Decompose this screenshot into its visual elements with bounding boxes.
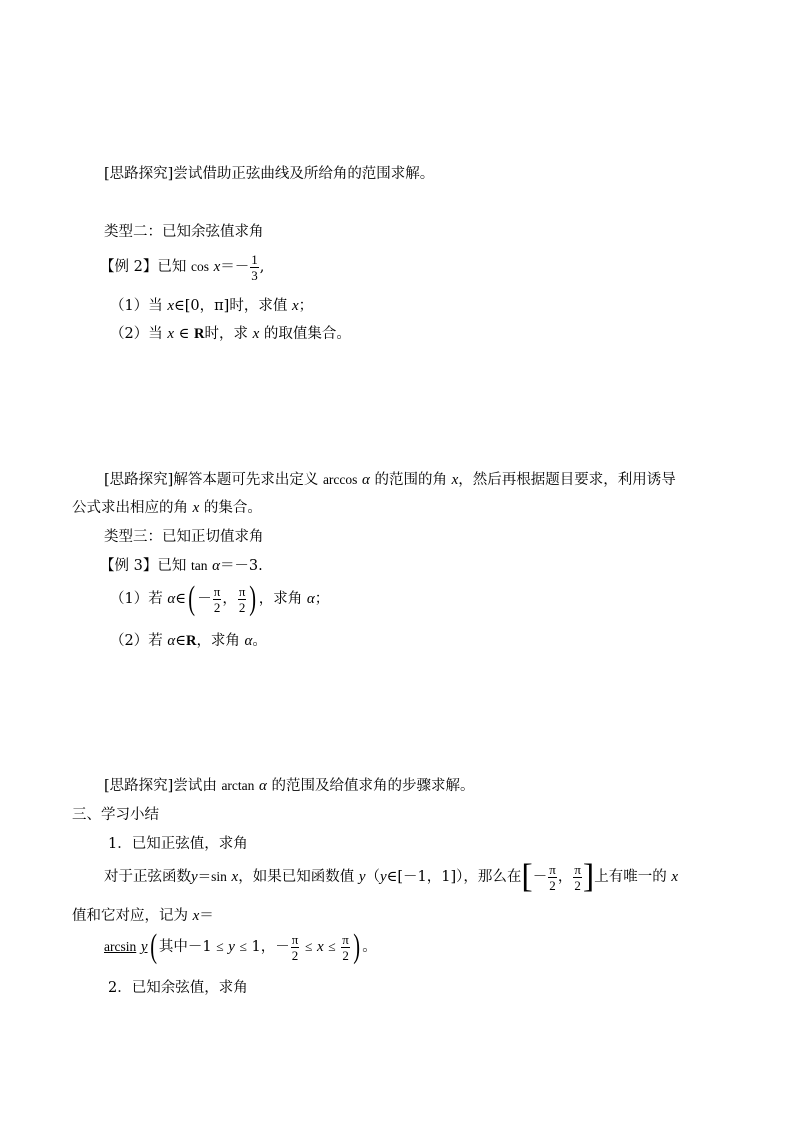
numerator: π — [549, 861, 556, 877]
body-text: 1， — [251, 939, 276, 955]
type-2-heading — [104, 222, 264, 242]
denominator: 2 — [238, 599, 246, 615]
summary-1-heading — [108, 834, 248, 854]
equals-sin: ＝sin — [197, 869, 227, 884]
variable-x: x — [252, 326, 260, 342]
numerator: π — [213, 583, 221, 599]
variable-x: x — [231, 869, 239, 885]
numerator: π — [574, 861, 581, 877]
example-label: 【例 2】已知 — [100, 259, 187, 275]
hint-text: [思路探究]尝试借助正弦曲线及所给角的范围求解。 — [104, 166, 435, 182]
fraction-one-third — [250, 253, 259, 282]
close-bracket: ] — [582, 858, 595, 895]
example-2-statement — [100, 250, 264, 284]
equals-minus: ＝－ — [220, 259, 250, 275]
arctan-function: arctan — [221, 778, 255, 793]
minus-sign: － — [532, 869, 548, 885]
fraction-pi-over-2 — [548, 863, 557, 892]
q-prefix: （2）当 — [110, 326, 163, 342]
variable-y: y — [228, 939, 235, 955]
body-text: 上有唯一的 — [594, 869, 667, 885]
numerator: π — [342, 931, 349, 947]
hint-text: 的集合。 — [203, 500, 262, 516]
variable-x: x — [192, 500, 200, 516]
example-3-question-1 — [110, 582, 329, 616]
variable-alpha: α — [362, 472, 370, 488]
fraction-pi-over-2 — [291, 933, 300, 962]
variable-alpha: α — [212, 558, 220, 574]
example-3-question-2 — [110, 631, 267, 651]
open-paren: （ — [365, 869, 380, 885]
hint-paragraph-1 — [104, 164, 434, 184]
variable-x: x — [213, 259, 221, 275]
leq-sign: ≤ — [328, 939, 336, 954]
variable-y: y — [380, 869, 387, 885]
heading-text: 类型三：已知正切值求角 — [104, 529, 264, 545]
hint-paragraph-2-line-1 — [104, 470, 676, 490]
body-text: 对于正弦函数 — [104, 869, 191, 885]
section-3-heading — [72, 805, 159, 825]
element-of: ∈ — [178, 326, 190, 342]
hint-paragraph-2-line-2 — [72, 498, 262, 518]
numerator: π — [238, 583, 246, 599]
denominator: 2 — [342, 947, 349, 963]
fraction-pi-over-2 — [573, 863, 582, 892]
heading-text: 2．已知余弦值，求角 — [108, 980, 248, 996]
denominator: 2 — [549, 877, 556, 893]
q-tail: 的取值集合。 — [263, 326, 351, 342]
example-label: 【例 3】已知 — [100, 558, 187, 574]
summary-1-body-line-2 — [72, 906, 214, 926]
period: 。 — [362, 939, 377, 955]
tan-function: tan — [190, 558, 208, 573]
equals-value: ＝－3. — [219, 558, 263, 574]
close-paren: ) — [353, 928, 360, 965]
summary-2-heading — [108, 978, 248, 998]
denominator: 2 — [574, 877, 581, 893]
variable-alpha: α — [244, 633, 253, 649]
heading-text: 三、学习小结 — [72, 807, 159, 823]
body-text: 值和它对应，记为 — [72, 908, 188, 924]
fraction-pi-over-2 — [341, 933, 350, 962]
equals-sign: ＝ — [199, 908, 214, 924]
variable-x: x — [167, 326, 175, 342]
heading-text: 1．已知正弦值，求角 — [108, 836, 248, 852]
fraction-pi-over-2 — [238, 585, 247, 614]
hint-text: 的范围及给值求角的步骤求解。 — [271, 778, 475, 794]
summary-1-body-line-1 — [104, 860, 678, 894]
comma: ， — [557, 869, 573, 885]
q-prefix: （1）若 — [110, 591, 163, 607]
cos-function: cos — [190, 259, 209, 274]
element-of: ∈ — [175, 591, 186, 607]
q-tail: ，求角 — [196, 633, 240, 649]
semicolon: ； — [314, 591, 330, 607]
body-text: 其中－1 — [158, 939, 212, 955]
interval-text: ∈[0，π]时，求值 — [174, 298, 288, 314]
real-set: R — [185, 633, 197, 649]
minus-sign: － — [275, 939, 290, 955]
period: 。 — [252, 633, 267, 649]
variable-alpha: α — [167, 591, 176, 607]
hint-text: [思路探究]解答本题可先求出定义 — [104, 472, 319, 488]
variable-alpha: α — [259, 778, 267, 794]
element-of: ∈ — [175, 633, 186, 649]
q-prefix: （1）当 — [110, 298, 163, 314]
body-text: ∈[－1，1]），那么在 — [386, 869, 522, 885]
leq-sign: ≤ — [216, 939, 224, 954]
hint-text: 的范围的角 — [374, 472, 448, 488]
variable-alpha: α — [306, 591, 315, 607]
numerator: π — [291, 931, 299, 947]
arcsin-function: arcsin — [104, 939, 137, 954]
open-bracket: [ — [521, 858, 533, 895]
leq-sign: ≤ — [304, 939, 313, 954]
variable-x: x — [451, 472, 459, 488]
open-paren: ( — [149, 928, 157, 965]
example-2-question-2 — [110, 324, 351, 344]
comma: , — [259, 259, 265, 275]
variable-x: x — [671, 869, 679, 885]
example-2-question-1 — [110, 296, 313, 316]
variable-x: x — [192, 908, 200, 924]
variable-alpha: α — [167, 633, 176, 649]
body-text: ，如果已知函数值 — [238, 869, 355, 885]
hint-text: 公式求出相应的角 — [72, 500, 188, 516]
minus-sign: － — [197, 591, 212, 607]
variable-x: x — [291, 298, 299, 314]
q-tail: ，求角 — [258, 591, 303, 607]
hint-paragraph-3 — [104, 776, 475, 796]
heading-text: 类型二：已知余弦值求角 — [104, 224, 264, 240]
variable-x: x — [316, 939, 324, 955]
denominator: 2 — [291, 947, 299, 963]
summary-1-body-line-3 — [104, 930, 377, 964]
example-3-statement — [100, 556, 263, 576]
semicolon: ； — [298, 298, 314, 314]
denominator: 2 — [213, 599, 221, 615]
numerator: 1 — [251, 251, 258, 267]
arccos-function: arccos — [322, 472, 358, 487]
q-mid: 时，求 — [204, 326, 248, 342]
hint-text: [思路探究]尝试由 — [104, 778, 217, 794]
real-set: R — [193, 326, 205, 342]
close-paren: ) — [249, 580, 257, 617]
hint-text: ，然后再根据题目要求，利用诱导 — [458, 472, 676, 488]
variable-y: y — [140, 939, 148, 955]
type-3-heading — [104, 527, 264, 547]
open-paren: ( — [188, 580, 196, 617]
leq-sign: ≤ — [239, 939, 247, 954]
denominator: 3 — [251, 267, 258, 283]
fraction-pi-over-2 — [213, 585, 222, 614]
variable-x: x — [167, 298, 175, 314]
comma: ， — [222, 591, 237, 607]
q-prefix: （2）若 — [110, 633, 163, 649]
variable-y: y — [358, 869, 366, 885]
variable-y: y — [191, 869, 198, 885]
